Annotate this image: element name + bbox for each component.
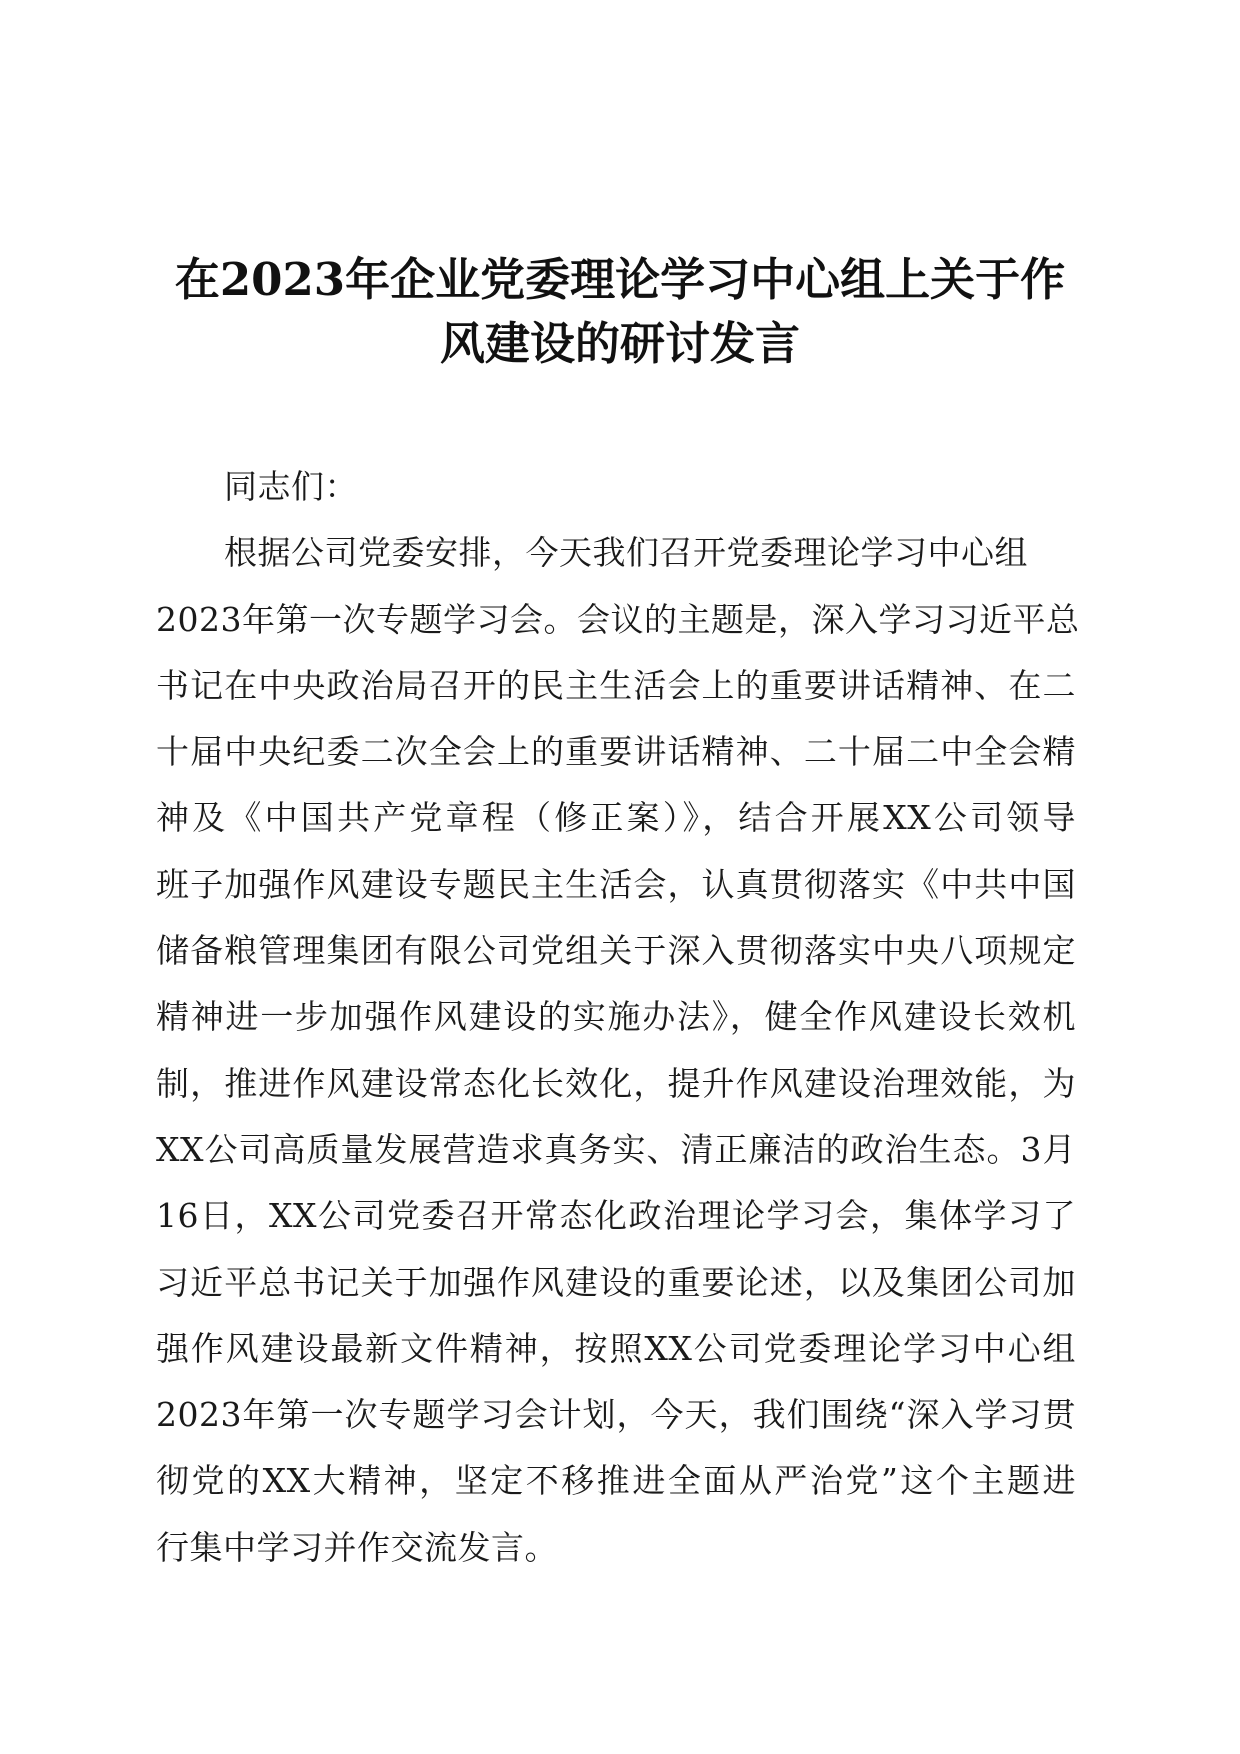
- body-line: 十届中央纪委二次全会上的重要讲话精神、二十届二中全会精: [156, 732, 1076, 772]
- body-line: 彻党的XX大精神，坚定不移推进全面从严治党”这个主题进: [156, 1461, 1076, 1501]
- title-line-1: 在2023年企业党委理论学习中心组上关于作: [174, 253, 1066, 306]
- document-body: [156, 454, 1080, 1581]
- body-line: 制，推进作风建设常态化长效化，提升作风建设治理效能，为: [156, 1063, 1076, 1103]
- body-line: 书记在中央政治局召开的民主生活会上的重要讲话精神、在二: [156, 665, 1076, 705]
- body-line: 2023年第一次专题学习会计划，今天，我们围绕“深入学习贯: [156, 1395, 1076, 1435]
- body-line: XX公司高质量发展营造求真务实、清正廉洁的政治生态。3月: [156, 1129, 1076, 1169]
- body-line: 精神进一步加强作风建设的实施办法》，健全作风建设长效机: [156, 997, 1076, 1037]
- body-line: 强作风建设最新文件精神，按照XX公司党委理论学习中心组: [156, 1328, 1076, 1368]
- body-line: 行集中学习并作交流发言。: [156, 1527, 558, 1567]
- body-line: 根据公司党委安排，今天我们召开党委理论学习中心组: [224, 533, 1028, 573]
- title-line-2: 风建设的研讨发言: [439, 317, 800, 370]
- body-line: 储备粮管理集团有限公司党组关于深入贯彻落实中央八项规定: [156, 931, 1076, 971]
- body-line: 16日，XX公司党委召开常态化政治理论学习会，集体学习了: [156, 1196, 1076, 1236]
- body-line: 2023年第一次专题学习会。会议的主题是，深入学习习近平总: [156, 599, 1080, 639]
- body-line: 习近平总书记关于加强作风建设的重要论述，以及集团公司加: [156, 1262, 1076, 1302]
- document-title: [150, 248, 1090, 376]
- body-line: 班子加强作风建设专题民主生活会，认真贯彻落实《中共中国: [156, 864, 1076, 904]
- salutation: 同志们：: [224, 467, 358, 506]
- body-line: 神及《中国共产党章程（修正案）》，结合开展XX公司领导: [156, 798, 1076, 838]
